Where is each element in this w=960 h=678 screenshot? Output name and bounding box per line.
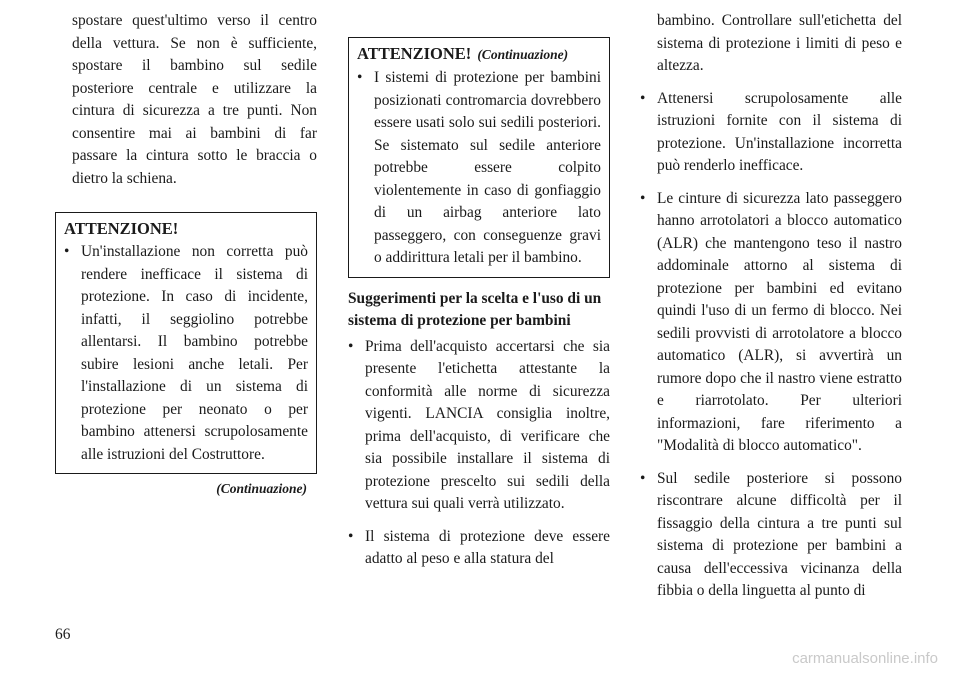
right-column xyxy=(640,0,902,603)
section-heading: Suggerimenti per la scelta e l'uso di un sistema di protezione per bambini xyxy=(348,289,602,329)
left-column xyxy=(55,0,317,501)
list-item: • Prima dell'acquisto accertarsi che sia presente l'etichetta attestante la conformità alle norme di sicurezza vigenti. LANCIA consiglia inoltre, prima dell'acquisto, di verificare che sia possibile installare il sistema di protezione prescelto sui sedili della vettura sui quali verrà utilizzato. xyxy=(348,336,610,516)
warning-title xyxy=(357,42,601,67)
middle-column xyxy=(348,0,610,571)
warning-item: • Un'installazione non corretta può rendere inefficace il sistema di protezione. In caso di incidente, infatti, il seggiolino potrebbe allentarsi. Il bambino potrebbe subire lesioni anche letali. Per l'installazione di un sistema di protezione per neonato o per bambino attenersi scrupolosamente alle istruzioni del Costruttore. xyxy=(64,241,308,466)
page-number: 66 xyxy=(55,626,71,643)
list-item: • Attenersi scrupolosamente alle istruzioni fornite con il sistema di protezione. Un'installazione incorretta può renderlo inefficace. xyxy=(640,88,902,178)
warning-item: • I sistemi di protezione per bambini posizionati contromarcia dovrebbero essere usati solo sui sedili posteriori. Se sistemato sul sedile anteriore potrebbe essere colpito violentemente in caso di gonfiaggio di un airbag anteriore lato passeggero, con conseguenze gravi o addirittura letali per il bambino. xyxy=(357,67,601,270)
list-item: • Le cinture di sicurezza lato passeggero hanno arrotolatori a blocco automatico (ALR) che mantengono teso il nastro addominale attorno al sistema di protezione per bambini ed evitano quindi l'uso di un fermo di blocco. Nei sedili provvisti di arrotolatore a blocco automatico (ALR), si avvertirà un rumore dopo che il nastro viene estratto e riarrotolato. Per ulteriori informazioni, fare riferimento a "Modalità di blocco automatico". xyxy=(640,188,902,458)
warning-continued-label: (Continuazione) xyxy=(477,47,569,62)
watermark: carmanualsonline.info xyxy=(792,649,938,667)
list-item: • Sul sedile posteriore si possono riscontrare alcune difficoltà per il fissaggio della cintura a tre punti sul sistema di protezione per bambini a causa dell'eccessiva vicinanza della fibbia o della linguetta al punto di xyxy=(640,468,902,603)
intro-paragraph: spostare quest'ultimo verso il centro della vettura. Se non è sufficiente, spostare il bambino sul sedile posteriore centrale e utilizzare la cintura di sicurezza a tre punti. Non consentire mai ai bambini di far passare la cintura sotto le braccia o dietro la schiena. xyxy=(72,12,317,187)
continuation-paragraph: bambino. Controllare sull'etichetta del sistema di protezione i limiti di peso e altezza. xyxy=(657,12,902,74)
continued-label: (Continuazione) xyxy=(216,481,307,496)
warning-box-continued xyxy=(348,37,610,278)
list-item: • Il sistema di protezione deve essere adatto al peso e alla statura del xyxy=(348,526,610,571)
warning-box xyxy=(55,212,317,474)
warning-title: ATTENZIONE! xyxy=(64,219,179,238)
warning-title-text: ATTENZIONE! xyxy=(357,44,472,63)
